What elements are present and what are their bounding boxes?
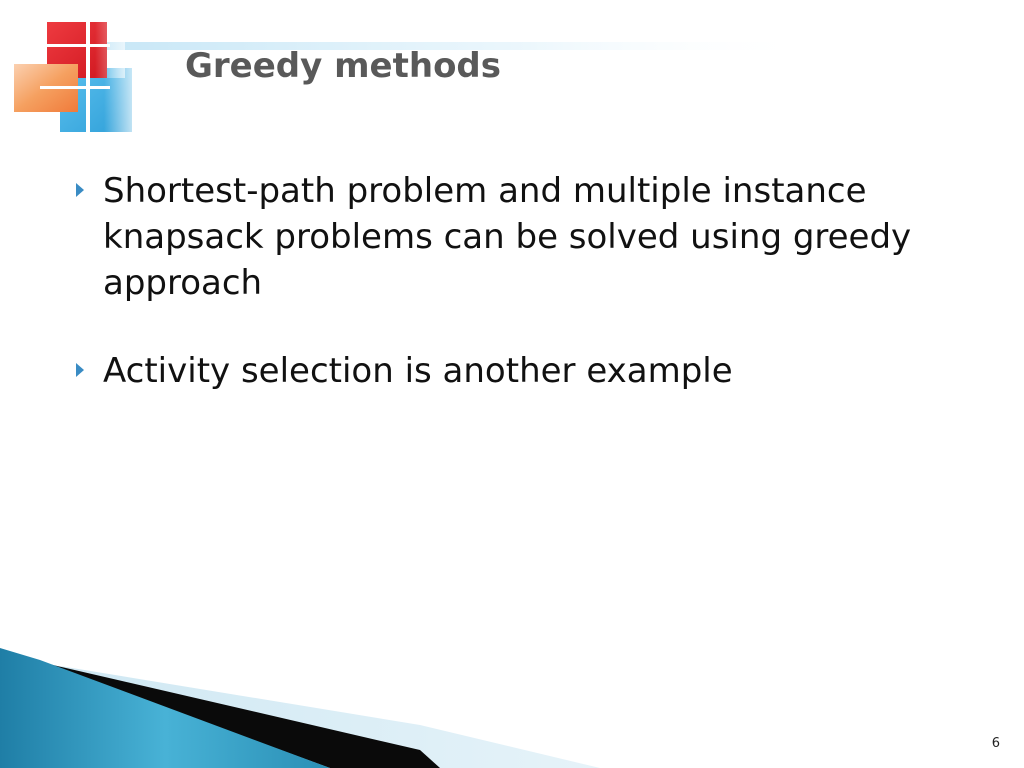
bullet-text: Activity selection is another example [103,351,733,391]
bullet-item [76,168,976,306]
slide-title: Greedy methods [185,46,502,86]
triangle-right-icon [76,363,84,377]
triangle-right-icon [76,183,84,197]
footer-swoosh-decoration [0,630,1024,768]
bullet-text: Shortest-path problem and multiple instance knapsack problems can be solved using greedy approach [103,171,912,303]
bullet-list [76,168,976,436]
page-number: 6 [991,736,1000,751]
bullet-item [76,348,976,394]
